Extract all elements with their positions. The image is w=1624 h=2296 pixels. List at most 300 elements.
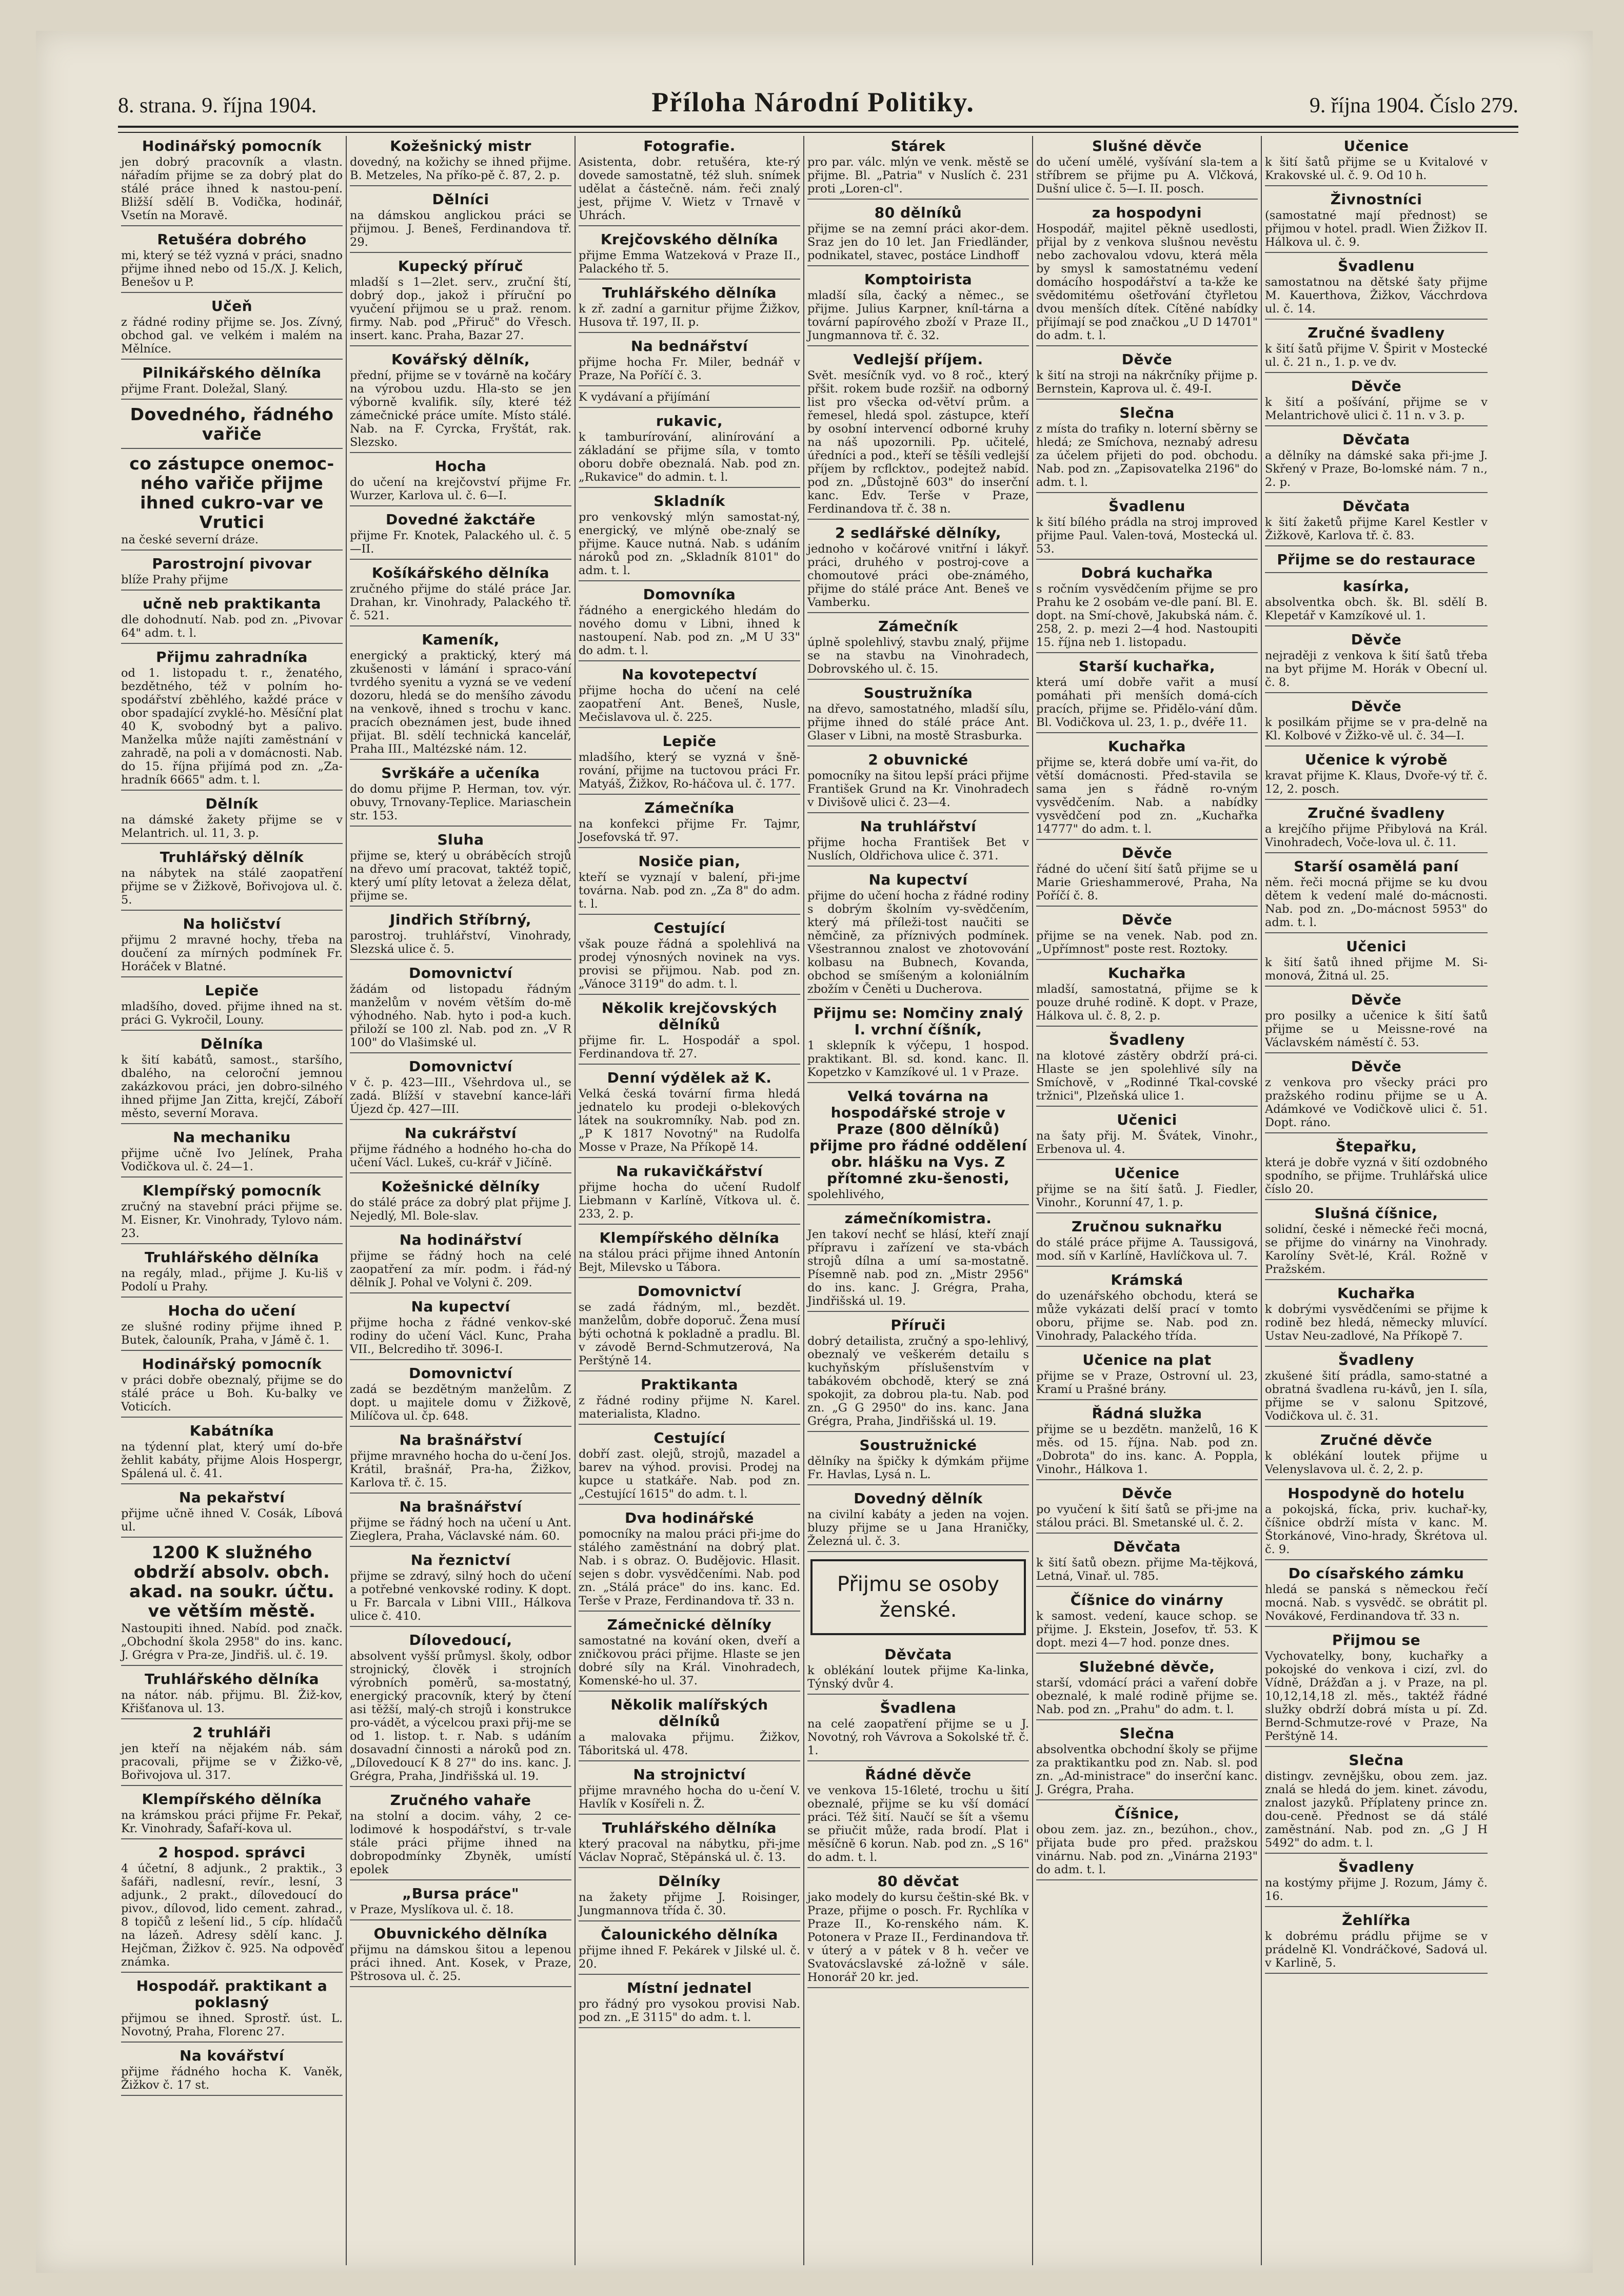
ad-text: řádného a energického hledám do nového domu v Libni, ihned k nastoupení. Nab. pod zn. „M U 33" do adm. t. l.	[579, 604, 800, 657]
ad-title: co zástupce onemoc-ného vařiče přijme ihned cukro-var ve Vrutici	[129, 454, 334, 532]
ad-text: přijme Emma Watzeková v Praze II., Palackého tř. 5.	[579, 249, 800, 276]
classified-ad	[1036, 963, 1258, 1027]
ad-text: však pouze řádná a spolehlivá na prodej výnosných novinek na vys. provisi se přijmou. Nab. pod zn. „Vánoce 3119" do adm. t. l.	[579, 937, 800, 991]
classified-ad	[121, 1669, 343, 1719]
ad-title: Soustružníka	[863, 684, 973, 701]
ad-text: na klotové zástěry obdrží prá-ci. Hlaste se jen spolehlivé síly na Smíchově, v „Rodinné Tkal-covské tržnici", Plzeňská ulice 1.	[1036, 1049, 1258, 1103]
ad-text: Jen takoví nechť se hlásí, kteří znají přípravu i zařízení ve sta-vbách strojů dílna a umí sa-mostatně. Písemně nab. pod zn. „Mistr 2956" do ins. kanc. J. Grégra, Praha, Jindřišská ul. 19.	[807, 1228, 1029, 1308]
ad-text: 4 účetní, 8 adjunk., 2 praktik., 3 šafáři, nadlesní, revír., lesní, 3 adjunk., 2 prakt., dílovedoucí do pivov., dílovod, lido cement. zahrad., 8 topičů z lešení lid., 5 cíp. hlídačů na lázeň. Adresy sdělí kanc. J. Hejčman, Žižkov č. 925. Na odpověď známka.	[121, 1862, 343, 1969]
classified-ad	[807, 1871, 1029, 1988]
ad-title: Slečna	[1119, 1725, 1175, 1742]
ad-text: zručného přijme do stálé práce Jar. Drahan, kr. Vinohrady, Palackého tř. č. 521.	[350, 582, 571, 622]
ad-text: přijme Fr. Knotek, Palackého ul. č. 5—II.	[350, 529, 571, 556]
classified-ad	[579, 1161, 800, 1225]
classified-ad	[1265, 803, 1488, 853]
ad-title: Nosiče pian,	[638, 853, 741, 870]
ad-title: Na kupectví	[868, 871, 968, 888]
ad-text: mladšího, doved. přijme ihned na st. práci G. Vykročil, Louny.	[121, 1000, 343, 1027]
classified-ad	[350, 630, 571, 760]
ad-title: Zručného vahaře	[390, 1792, 531, 1809]
ad-title: Děvče	[1351, 378, 1402, 395]
ad-title: Pilnikářského dělníka	[142, 364, 322, 381]
classified-ad	[1265, 1563, 1488, 1627]
ad-text: dělníky na špičky k dýmkám přijme Fr. Havlas, Lysá n. L.	[807, 1455, 1029, 1481]
ad-text: na krámskou práci přijme Fr. Pekař, Kr. Vinohrady, Šafaří-kova ul.	[121, 1809, 343, 1835]
ad-text: Asistenta, dobr. retušéra, kte-rý dovede samostatně, též sluh. snímek udělat a částečně. nám. řeči znalý jest, přijme V. Wietz v Trnavě v Uhrách.	[579, 155, 800, 222]
ad-title: Domovníka	[643, 586, 736, 603]
ad-title: Kabátníka	[189, 1422, 274, 1439]
classified-ad	[1036, 1803, 1258, 1880]
classified-ad	[1036, 1270, 1258, 1347]
ad-text: přijme do učení hocha z řádné rodiny s dobrým školním vy-svědčením, který má příleži-tost naučiti se němčině, za příznivých podmínek. Všestrannou znalost ve zhotovování kolbasu na Bubnech, Kovanda, obchod se smíšeným a koloniálním zbožím v Čeněti u Ducherova.	[807, 889, 1029, 996]
ad-text: a malovaka přijmu. Žižkov, Táboritská ul. 478.	[579, 1731, 800, 1757]
classified-ad	[807, 136, 1029, 200]
ad-title: Přijme se do restaurace	[1277, 551, 1476, 568]
ad-title: 2 obuvnické	[868, 751, 968, 768]
classified-ad	[1265, 1203, 1488, 1280]
column-4	[804, 136, 1033, 2265]
classified-ad	[579, 1925, 800, 1975]
classified-ad	[579, 1818, 800, 1868]
ad-title: Domovnictví	[637, 1283, 741, 1300]
ad-text: na stolní a docim. váhy, 2 ce-lodimové k hospodářství, s tr-vale stále práci přijme ihned na dobropodmínky Zbyněk, umístí epolek	[350, 1810, 571, 1876]
classified-ad	[1265, 576, 1488, 626]
ad-title: Přijmu se: Nomčiny znalý I. vrchní číšník,	[813, 1005, 1023, 1038]
classified-ad	[1265, 189, 1488, 253]
ad-text: se zadá řádným, ml., bezdět. manželům, dobře doporuč. Žena musí býti ochotná k pokladně a pradlu. Bl. v závodě Bernd-Schmutzerová, Na Perštýně 14.	[579, 1301, 800, 1367]
classified-ad	[350, 763, 571, 827]
ad-title: Truhlářského dělníka	[144, 1671, 320, 1687]
ad-title: Parostrojní pivovar	[152, 555, 312, 572]
ad-text: přijme se na šití šatů. J. Fiedler, Vinohr., Korunní 47, 1. p.	[1036, 1183, 1258, 1209]
ad-title: Dovedné žakctáře	[386, 511, 536, 528]
header-title: Příloha Národní Politiky.	[651, 87, 975, 117]
classified-ad	[121, 229, 343, 293]
ad-title: učně neb praktikanta	[143, 595, 321, 612]
ad-text: k zř. zadní a garnitur přijme Žižkov, Husova tř. 197, II. p.	[579, 302, 800, 329]
classified-ad	[121, 136, 343, 226]
ad-text: do učení umělé, vyšívání sla-tem a stříbrem se přijme pu A. Vlčková, Dušní ulice č. 5—I. II. posch.	[1036, 155, 1258, 195]
ad-title: Učenice	[1114, 1165, 1180, 1182]
ad-title: Zámečnické dělníky	[607, 1616, 772, 1633]
ad-title: Truhlářského dělníka	[602, 1819, 777, 1836]
classified-ad	[1036, 1657, 1258, 1720]
ad-title: Dělníci	[432, 191, 489, 208]
ad-title: Denní výdělek až K.	[607, 1069, 772, 1086]
ad-title: Soustružnické	[859, 1437, 977, 1454]
ad-text: s ročním vysvědčením přijme se pro Prahu ke 2 osobám ve-dle paní. Bl. E. dopt. na Smí-chově, Jakubská nám. č. 258, 2. p. mezi 2—4 hod. Nastoupiti 15. října neb 1. listopadu.	[1036, 582, 1258, 649]
ad-title: Vedlejší příjem.	[853, 351, 983, 368]
classified-ad	[1265, 429, 1488, 493]
classified-ad	[121, 647, 343, 791]
ad-title: Děvče	[1121, 351, 1173, 368]
classified-ad	[1036, 656, 1258, 733]
classified-ad	[579, 136, 800, 226]
ad-text: blíže Prahy přijme	[121, 573, 228, 586]
ad-text: v č. p. 423—III., Všehrdova ul., se zadá. Blížší v stavební kance-láři Újezd čp. 427—III.	[350, 1076, 571, 1116]
classified-ad	[1265, 1750, 1488, 1854]
ad-title: Na kovářství	[179, 2047, 285, 2064]
ad-title: Dílovedoucí,	[409, 1632, 512, 1649]
classified-ad	[579, 1695, 800, 1761]
ad-title: Služebné děvče,	[1079, 1658, 1215, 1675]
ad-text: dobří zast. olejů, strojů, mazadel a barev na výhod. provisi. Prodej na kupce u statkáře. Nab. pod zn. „Cestující 1615" do adm. t. l.	[579, 1447, 800, 1501]
classified-ad	[579, 1508, 800, 1612]
classified-ad	[1265, 856, 1488, 933]
ad-text: z řádné rodiny přijme se. Jos. Zívný, obchod gal. ve velkém i malém na Mělníce.	[121, 316, 343, 356]
classified-ad	[579, 584, 800, 661]
classified-ad	[350, 256, 571, 346]
ad-title: Hocha do učení	[168, 1302, 296, 1319]
ad-text: nejraději z venkova k šití šatů třeba na byt přijme M. Horák v Obecní ul. č. 8.	[1265, 649, 1488, 689]
ad-text: k šití bílého prádla na stroj improved přijme Paul. Valen-tová, Mostecká ul. 53.	[1036, 516, 1258, 556]
classified-ad	[1036, 136, 1258, 200]
ad-title: Kuchařka	[1108, 965, 1186, 982]
ad-title: Kameník,	[422, 631, 500, 648]
ad-text: něm. řeči mocná přijme se ku dvou dětem k vedení malé do-mácnosti. Nab. pod zn. „Do-mácnost 5953" do adm. t. l.	[1265, 876, 1488, 929]
ad-title: Dovedného, řádného vařiče	[130, 404, 334, 444]
classified-ad	[350, 1630, 571, 1787]
classified-ad	[1265, 630, 1488, 693]
ad-text: pro venkovský mlýn samostat-ný, energický, ve mlýně obe-znalý se přijme. Kauce nutná. Nab. s udáním nároků pod zn. „Skladník 8101" do adm. t. l.	[579, 511, 800, 577]
classified-ad	[121, 1976, 343, 2043]
ad-title: Domovnictví	[408, 1365, 512, 1382]
ad-title: Obuvnického dělníka	[373, 1925, 548, 1942]
classified-ad	[1036, 1537, 1258, 1587]
ad-text: přijmu na dámskou šitou a lepenou práci ihned. Ant. Kosek, v Praze, Pštrosova ul. č. 25.	[350, 1943, 571, 1983]
classified-ad	[1036, 403, 1258, 493]
ad-title: Košíkářského dělníka	[371, 564, 550, 581]
classified-ad	[121, 554, 343, 591]
ad-text: na dámské žakety přijme se v Melantrich. ul. 11, 3. p.	[121, 813, 343, 840]
ad-title: Na řeznictví	[410, 1552, 511, 1568]
classified-ad	[579, 1068, 800, 1158]
classified-ad	[579, 731, 800, 795]
ad-title: Na holičství	[183, 915, 281, 932]
ad-title: Na kovotepectví	[622, 666, 757, 683]
ad-title: Slečna	[1119, 404, 1175, 421]
ad-title: Hocha	[434, 458, 487, 475]
ad-text: dle dohodnutí. Nab. pod zn. „Pivovar 64" adm. t. l.	[121, 613, 343, 640]
ad-text: jednoho v kočárové vnitřní i lákyř. práci, druhého v postroj-cove a chomoutové práci obe-známého, přijme do stálé práce Ant. Beneš ve Vamberku.	[807, 542, 1029, 609]
ad-title: Domovnictví	[408, 1058, 512, 1075]
ad-title: Na brašnářství	[399, 1431, 522, 1448]
ad-title: zámečníkomistra.	[844, 1210, 992, 1227]
ad-title: Místní jednatel	[627, 1979, 752, 1996]
classified-ad	[1265, 1136, 1488, 1200]
ad-title: Na cukrářství	[404, 1125, 517, 1142]
classified-ad	[1036, 203, 1258, 346]
classified-ad	[350, 349, 571, 453]
ad-title: Děvče	[1351, 698, 1402, 715]
ad-title: Číšnice do vinárny	[1070, 1592, 1224, 1608]
classified-ad	[807, 1488, 1029, 1552]
classified-ad	[1036, 1216, 1258, 1267]
ad-text: (samostatné mají přednost) se přijmou v hotel. pradl. Wien Žižkov II. Hálkova ul. č. 9.	[1265, 209, 1488, 249]
ad-text: přijme mravného hocha do u-čení V. Havlík v Kosířeli n. Ž.	[579, 1784, 800, 1811]
ad-title: Dobrá kuchařka	[1081, 564, 1213, 581]
classified-ad	[579, 283, 800, 333]
ad-title: Kožešnický mistr	[390, 138, 531, 154]
ad-title: Číšnice,	[1114, 1805, 1180, 1822]
ad-text: k šití a pošívání, přijme se v Melantrichově ulici č. 11 n. v 3. p.	[1265, 396, 1488, 422]
classified-ad	[579, 918, 800, 995]
classified-ad	[807, 616, 1029, 680]
ad-title: Starší kuchařka,	[1078, 658, 1216, 675]
ad-text: distingv. zevnějšku, obou zem. jaz. znalá se hledá do jem. kinet. závodu, znalost jazyků. Příplateny prince zn. dou-ceně. Přednost se dá stálé zaměstnání. Nab. pod zn. „G J H 5492" do adm. t. l.	[1265, 1770, 1488, 1850]
classified-ad	[1036, 1590, 1258, 1654]
ad-text: k posilkám přijme se v pra-delně na Kl. Kolbové v Žižko-vě ul. č. 34—I.	[1265, 716, 1488, 742]
ad-text: zadá se bezdětným manželům. Z dopt. u majitele domu v Žižkově, Milíčova ul. čp. 648.	[350, 1383, 571, 1423]
ad-text: na civilní kabáty a jeden na vojen. bluzy přijme se u Jana Hraničky, Železná ul. č. 3.	[807, 1508, 1029, 1548]
ad-text: pro par. válc. mlýn ve venk. městě se přijme. Bl. „Patria" v Nuslích č. 231 proti „Loren-cl".	[807, 155, 1029, 195]
classified-ad	[807, 750, 1029, 813]
ad-title: Dovedný dělník	[854, 1490, 983, 1507]
ad-text: obou zem. jaz. zn., bezúhon., chov., přijata bude pro před. pražskou vinárnu. Nab. pod zn. „Vinárna 2193" do adm. t. l.	[1036, 1823, 1258, 1876]
ad-text: samostatnou na dětské šaty přijme M. Kauerthova, Žižkov, Vácchrdova ul. č. 14.	[1265, 276, 1488, 316]
ad-title: 80 dělníků	[874, 204, 962, 221]
classified-ad	[350, 1497, 571, 1547]
ad-text: energický a praktický, který má zkušenosti v lámání i spraco-vání tvrdého syenitu a vyzná se ve vedení dozoru, hledá se do menšího závodu na venkově, ihned s trochu v kanc. pracích obeznámen jest, bude ihned přijat. Bl. sdělí technická kancelář, Praha III., Maltézské nám. 12.	[350, 649, 571, 756]
classified-ad	[350, 963, 571, 1053]
classified-ad	[1265, 323, 1488, 373]
column-2	[347, 136, 576, 2265]
classified-ad	[350, 1883, 571, 1920]
column-6	[1262, 136, 1491, 2265]
ad-text: na české severní dráze.	[121, 533, 259, 546]
ad-text: k šití na stroji na nákrčníky přijme p. Bernstein, Kaprova ul. č. 49-I.	[1036, 369, 1258, 396]
ad-text: přijme řádného a hodného ho-cha do učení Václ. Lukeš, cu-krář v Jičíně.	[350, 1143, 571, 1169]
classified-ad	[1036, 349, 1258, 400]
classified-ad	[807, 349, 1029, 520]
ad-text: přijme řádného hocha K. Vaněk, Žižkov č. 17 st.	[121, 2065, 343, 2092]
ad-title: Dělníka	[200, 1035, 264, 1052]
classified-ad	[121, 1722, 343, 1786]
classified-ad	[1265, 376, 1488, 426]
classified-ad	[807, 1315, 1029, 1432]
classified-ad	[121, 1181, 343, 1244]
ad-title: Stárek	[890, 138, 946, 154]
ad-text: přijme učně ihned V. Cosák, Líbová ul.	[121, 1507, 343, 1534]
classified-ad	[1265, 990, 1488, 1053]
ad-title: Zručné švadleny	[1308, 804, 1445, 821]
classified-ad	[579, 1615, 800, 1692]
ad-text: na nátor. náb. přijmu. Bl. Žiž-kov, Křišťanova ul. 13.	[121, 1689, 343, 1715]
ad-text: přijme hocha do učení Rudolf Liebmann v Karlíně, Vítkova ul. č. 233, 2. p.	[579, 1181, 800, 1221]
ad-text: absolventka obchodní školy se přijme za praktikantku pod zn. Nab. sl. pod zn. „Ad-ministrace" do inserční kanc. J. Grégra, Praha.	[1036, 1743, 1258, 1796]
ad-text: přední, přijme se v továrně na kočáry na výrobou uzdu. Hla-sto se jen výborně kvalifik. síly, které též zámečnické práce umíte. Místo stálé. Nab. na F. Cyrcka, Fryštát, rak. Slezsko.	[350, 369, 571, 449]
ad-title: 2 truhláři	[192, 1724, 271, 1741]
ad-text: od 1. listopadu t. r., ženatého, bezdětného, též v polním ho-spodářství zběhlého, každé práce v obor spadající zvyklé-ho. Měsíční plat 40 K, svobodný byt a palivo. Manželka může najíti zaměstnání v zahradě, na poli a v domácnosti. Nab. do 15. října přijímá pod zn. „Za-hradník 6665" adm. t. l.	[121, 666, 343, 787]
ad-title: Několik krejčovských dělníků	[601, 999, 778, 1033]
ad-title: Učenici	[1346, 938, 1407, 955]
ad-title: Jindřich Stříbrný,	[389, 911, 532, 928]
ad-text: přijme se na venek. Nab. pod zn. „Upřímnost" poste rest. Roztoky.	[1036, 929, 1258, 956]
classified-ad	[1265, 1630, 1488, 1747]
classified-ad	[807, 1435, 1029, 1485]
ad-text: přijme se řádný hoch na učení u Ant. Zieglera, Praha, Václavské nám. 60.	[350, 1516, 571, 1543]
ad-title: Děvčata	[1113, 1538, 1181, 1555]
classified-ad	[1036, 1030, 1258, 1107]
ad-title: 1200 K služného obdrží absolv. obch. akad. na soukr. účtu. ve větším městě.	[129, 1542, 335, 1621]
ad-title: Starší osamělá paní	[1294, 858, 1459, 875]
ad-text: přijmou se ihned. Sprostř. úst. L. Novotný, Praha, Florenc 27.	[121, 2012, 343, 2038]
ad-title: Děvče	[1351, 1058, 1402, 1075]
ad-text: Vychovatelky, bony, kuchařky a pokojské do venkova i cizí, zvl. do Vídně, Drážďan a j. v Praze, na pl. 10,12,14,18 zl. měs., taktéž řádné služky obdrží dobrá místa u pí. Zd. Bernd-Schmutze-rové v Praze, Na Perštýně 14.	[1265, 1650, 1488, 1743]
column-5	[1033, 136, 1262, 2265]
classified-ad	[121, 794, 343, 844]
ad-title: Příruči	[890, 1317, 946, 1333]
ad-text: z místa do trafiky n. loterní sběrny se hledá; ze Smíchova, neznabý adresu za účelem přijeti do pod. obchodu. Nab. pod zn. „Zapisovatelka 2196" do adm. t. l.	[1036, 422, 1258, 489]
ad-text: přijme hocha Fr. Miler, bednář v Praze, Na Poříčí č. 3.	[579, 356, 800, 382]
ad-text: parostroj. truhlářství, Vinohrady, Slezská ulice č. 5.	[350, 929, 571, 956]
classified-ad	[579, 1375, 800, 1425]
ad-text: který pracoval na nábytku, při-jme Václav Noprač, Stěpánská ul. č. 13.	[579, 1837, 800, 1864]
ad-title: Švadleny	[1338, 1858, 1415, 1875]
ad-text: k samost. vedení, kauce schop. se přijme. J. Ekstein, Josefov, tř. 53. K dopt. mezi 4—7 hod. ponze dnes.	[1036, 1610, 1258, 1650]
ad-title: Několik malířských dělníků	[610, 1696, 768, 1730]
ad-text: přijme hocha z řádné venkov-ské rodiny do učení Václ. Kunc, Praha VII., Belcrediho tř. 3096-I.	[350, 1316, 571, 1356]
ad-text: po vyučení k šití šatů se při-jme na stálou práci. Bl. Smetanské ul. č. 2.	[1036, 1503, 1258, 1529]
classified-ad	[579, 1978, 800, 2028]
ad-title: Švadlenu	[1338, 258, 1415, 274]
ad-text: kravat přijme K. Klaus, Dvoře-vý tř. č. 12, 2. posch.	[1265, 769, 1488, 796]
classified-ad	[350, 456, 571, 506]
ad-text: k šití šatů přijme se u Kvitalové v Krakovské ul. č. 9. Od 10 h.	[1265, 155, 1488, 182]
ad-title: 2 hospod. správci	[158, 1844, 306, 1861]
ad-title: Kuchařka	[1108, 738, 1186, 755]
classified-ad	[350, 509, 571, 560]
classified-ad	[1265, 496, 1488, 546]
classified-ad	[807, 816, 1029, 867]
ad-text: k šití šatů obezn. přijme Ma-tějková, Letná, Vinař. ul. 785.	[1036, 1556, 1258, 1583]
ad-text: k šití kabátů, samost., staršího, dbalého, na celoroční jemnou zakázkovou práci, jen dobro-silného ihned přijme Jan Zitta, krejčí, Záboří město, severní Morava.	[121, 1053, 343, 1120]
ad-text: zkušené šití prádla, samo-statné a obratná švadlena ru-kávů, jen I. síla, přijme se v salonu Spitzové, Vodičkova ul. č. 31.	[1265, 1369, 1488, 1423]
ad-text: mladší síla, čacký a němec., se přijme. Julius Karpner, kníl-tárna a tovární papírového zboží v Praze II., Jungmannova tř. č. 32.	[807, 289, 1029, 342]
classified-ad	[1036, 1163, 1258, 1213]
section-box: Přijmu se osoby ženské.	[810, 1559, 1026, 1635]
column-3	[576, 136, 804, 2265]
classified-ad	[1265, 1430, 1488, 1480]
ad-title: Krejčovského dělníka	[600, 231, 779, 248]
ad-title: Hodinářský pomocník	[142, 1356, 322, 1372]
ad-title: Zručnou suknařku	[1072, 1218, 1222, 1235]
classified-ad	[1265, 750, 1488, 800]
ad-text: dovedný, na kožichy se ihned přijme. B. Metzeles, Na příko-pě č. 87, 2. p.	[350, 155, 571, 182]
classified-ad	[579, 664, 800, 728]
classified-ad	[1036, 563, 1258, 653]
classified-ad	[121, 1789, 343, 1839]
classified-ad	[807, 683, 1029, 747]
ad-text: k šití šatů ihned přijme M. Si-monová, Žitná ul. 25.	[1265, 956, 1488, 983]
classified-ad	[350, 136, 571, 186]
classified-ad	[1036, 1483, 1258, 1534]
ad-text: přijme hocha do učení na celé zaopatření Ant. Beneš, Nusle, Mečislavova ul. č. 225.	[579, 684, 800, 724]
ad-text: pro řádný pro vysokou provisi Nab. pod zn. „E 3115" do adm. t. l.	[579, 1997, 800, 2024]
classified-ad	[579, 798, 800, 848]
ad-title: za hospodyni	[1092, 204, 1202, 221]
classified-ad	[1036, 496, 1258, 560]
ad-title: Na pekařství	[179, 1489, 285, 1506]
ad-text: v práci dobře obeznalý, přijme se do stálé práce u Boh. Ku-balky ve Voticích.	[121, 1373, 343, 1414]
ad-text: přijme se řádný hoch na celé zaopatření za mír. podm. i řád-ný dělník J. Pohal ve Volyni č. 209.	[350, 1249, 571, 1289]
classified-ad	[807, 1086, 1029, 1205]
classified-ad	[350, 910, 571, 960]
classified-ad	[350, 563, 571, 626]
classified-ad	[807, 870, 1029, 1000]
ad-text: na dámskou anglickou práci se přijmou. J. Beneš, Ferdinandova tř. 29.	[350, 209, 571, 249]
ad-title: Lepiče	[662, 733, 717, 750]
ad-title: Řádná služka	[1092, 1405, 1202, 1422]
classified-ad	[579, 998, 800, 1065]
ad-text: na regály, mlad., přijme J. Ku-liš v Podolí u Prahy.	[121, 1267, 343, 1293]
ad-title: Děvčata	[884, 1646, 952, 1663]
ad-text: přijme se na zemní práci akor-dem. Sraz jen do 10 let. Jan Friedländer, podnikatel, stavec, postáce Lindhoff	[807, 222, 1029, 262]
ad-title: Štepařku,	[1335, 1138, 1417, 1155]
classified-ad	[579, 1428, 800, 1505]
ad-title: Krámská	[1111, 1271, 1183, 1288]
classified-ad	[579, 229, 800, 280]
ad-text: která umí dobře vařit a musí pomáhati při menších domá-cích pracích, přijme se. Přidělo-vání dům. Bl. Vodičkova ul. 23, 1. p., dvéře 11.	[1036, 676, 1258, 729]
classified-ad	[1265, 1283, 1488, 1347]
ad-text: K vydávaní a přijímání	[579, 390, 710, 404]
classified-ad	[807, 1698, 1029, 1761]
ad-text: přijmu 2 mravné hochy, třeba na doučení za mírných podmínek Fr. Horáček v Blatné.	[121, 933, 343, 973]
classified-ad	[1265, 256, 1488, 320]
ad-title: Fotografie.	[643, 138, 736, 154]
classified-ad	[121, 1541, 343, 1666]
classified-ad	[807, 203, 1029, 266]
ad-text: jen dobrý pracovník a vlastn. nářadím přijme se za dobrý plat do stálé práce ihned k nastou-pení. Bližší sdělí B. Vodička, hodinář, Vsetín na Moravě.	[121, 155, 343, 222]
ad-title: Slušné děvče	[1092, 138, 1202, 154]
ad-title: Cestující	[653, 919, 725, 936]
ad-title: Učenice k výrobě	[1304, 751, 1448, 768]
ad-text: Hospodář, majitel pěkně usedlosti, přijal by z venkova slušnou nevěstu nebo zachovalou vdovu, která měla by smysl k samostatnému vedení domácího hospodářství a ta-kže ke svědomitému ošetřování čtyřletou dvou menších dítek. Cítěné nabídky přijímají se pod značkou „U D 14701" do adm. t. l.	[1036, 222, 1258, 342]
classified-ad	[121, 1354, 343, 1418]
ad-text: k oblékání loutek přijme u Velenyslavova ul. č. 2, 2. p.	[1265, 1449, 1488, 1476]
classified-ad	[121, 914, 343, 977]
ad-text: ze slušné rodiny přijme ihned P. Butek, čalouník, Praha, v Jámě č. 1.	[121, 1320, 343, 1347]
ad-text: do učení na krejčovství přijme Fr. Wurzer, Karlova ul. č. 6—I.	[350, 476, 571, 502]
ad-title: Děvčata	[1342, 431, 1410, 448]
classified-ad	[1265, 696, 1488, 747]
ad-text: na dřevo, samostatného, mladší sílu, přijme ihned do stálé práce Ant. Glaser v Libni, na mostě Strasburka.	[807, 702, 1029, 742]
classified-ad	[121, 403, 343, 449]
ad-text: Velká česká tovární firma hledá jednatelo ku prodeji o-blekových látek na soukromníky. Nab. pod zn. „P K 1817 Novotný" na Rudolfa Mosse v Praze, Na Příkopě 14.	[579, 1087, 800, 1154]
ad-text: k šití šatů přijme V. Špirit v Mostecké ul. č. 21 n., 1. p. ve dv.	[1265, 342, 1488, 369]
classified-ad	[350, 1123, 571, 1173]
ad-title: Dva hodinářské	[624, 1509, 755, 1526]
classified-ad	[1036, 1350, 1258, 1400]
ad-text: z řádné rodiny přijme N. Karel. materialista, Kladno.	[579, 1394, 800, 1421]
classified-ad	[579, 411, 800, 488]
ad-text: do stálé práce přijme A. Taussigová, mod. síň v Karlíně, Havlíčkova ul. 7.	[1036, 1236, 1258, 1263]
classified-ad	[807, 523, 1029, 613]
classified-ad	[350, 1430, 571, 1494]
header-right: 9. října 1904. Číslo 279.	[1309, 94, 1518, 117]
ad-title: Děvčata	[1342, 498, 1410, 515]
ad-title: Retušéra dobrého	[157, 231, 307, 248]
ad-text: kteří se vyznají v balení, při-jme továrna. Nab. pod zn. „Za 8" do adm. t. l.	[579, 871, 800, 911]
classified-ad	[1265, 1483, 1488, 1560]
classified-ad	[121, 452, 343, 551]
classified-ad	[350, 1924, 571, 1987]
ad-title: Dělník	[205, 795, 259, 812]
ad-title: „Bursa práce"	[402, 1885, 520, 1902]
column-1	[118, 136, 347, 2265]
ad-text: k dobrému prádlu přijme se v prádelně Kl. Vondráčkové, Sadová ul. v Karlině, 5.	[1265, 1930, 1488, 1970]
ad-title: Klempířský pomocník	[142, 1182, 322, 1199]
